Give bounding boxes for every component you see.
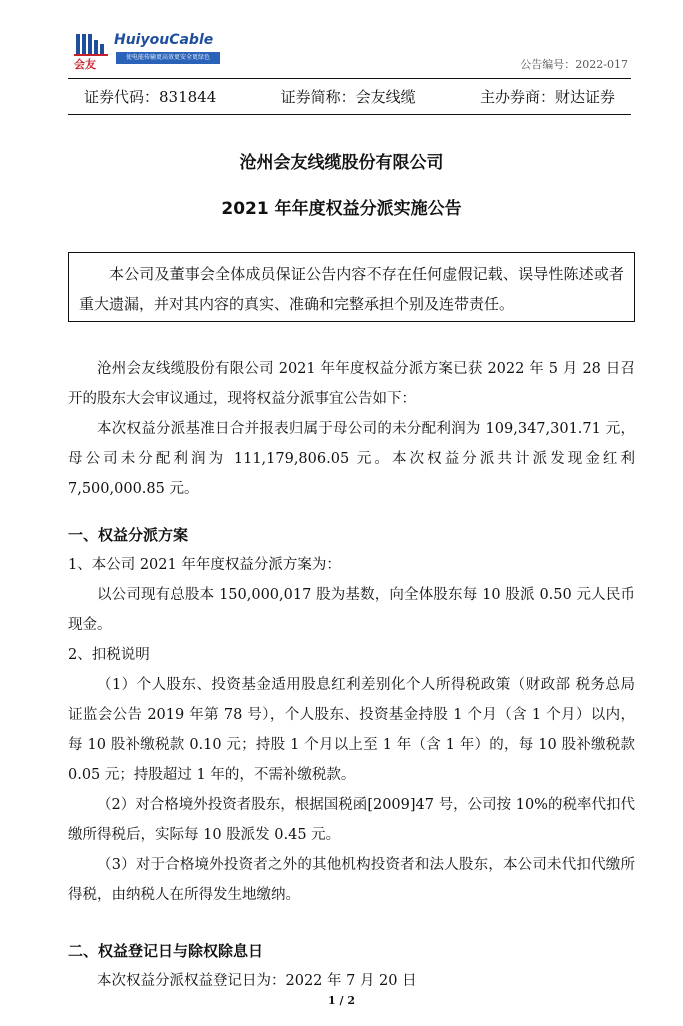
stock-code: 证券代码：831844 [84,88,217,106]
intro-section [68,354,635,504]
stock-name: 证券简称：会友线缆 [280,88,416,106]
section-2 [68,936,635,996]
tax-note-3: （3）对于合格境外投资者之外的其他机构投资者和法人股东，本公司未代扣代缴所得税，由纳税人在所得发生地缴纳。 [68,857,635,903]
intro-paragraph-2: 本次权益分派基准日合并报表归属于母公司的未分配利润为 109,347,301.71 元，母公司未分配利润为 111,179,806.05 元。本次权益分派共计派发现金红利 7,500,000.85 元。 [68,421,635,497]
section-1-item-2-title: 2、扣税说明 [68,647,150,663]
section-2-heading: 二、权益登记日与除权除息日 [68,942,264,960]
section-1 [68,520,635,910]
tax-note-1: （1）个人股东、投资基金适用股息红利差别化个人所得税政策（财政部 税务总局 证监会公告 2019 年第 78 号），个人股东、投资基金持股 1 个月（含 1 个月）以内，每 10 股补缴税款 0.10 元；持股 1 个月以上至 1 年（含 1 年）的，每 10 股补缴税款 0.05 元；持股超过 1 年的，不需补缴税款。 [68,677,635,783]
logo-slogan: 使电能传输更高效更安全更绿色 [116,52,220,64]
page-number: 1 / 2 [328,994,355,1007]
header-top-rule [68,78,631,79]
logo-brand-sub: Cable [169,32,214,48]
announcement-number: 公告编号：2022-017 [520,58,628,71]
document-title: 2021 年年度权益分派实施公告 [221,199,462,219]
intro-paragraph-1: 沧州会友线缆股份有限公司 2021 年年度权益分派方案已获 2022 年 5 月 28 日召开的股东大会审议通过，现将权益分派事宜公告如下： [68,361,635,407]
logo-brand-main: Huiyou [114,32,170,48]
company-title: 沧州会友线缆股份有限公司 [239,153,444,173]
section-2-text: 本次权益分派权益登记日为：2022 年 7 月 20 日 [97,973,417,989]
header-bottom-rule [68,114,631,115]
logo-brand-text [114,32,213,48]
tax-note-2: （2）对合格境外投资者股东，根据国税函[2009]47 号，公司按 10%的税率代扣代缴所得税后，实际每 10 股派发 0.45 元。 [68,797,635,843]
broker: 主办券商：财达证券 [479,88,615,106]
section-1-item-1-text: 以公司现有总股本 150,000,017 股为基数，向全体股东每 10 股派 0.50 元人民币现金。 [68,587,635,633]
logo-cn-text: 会友 [74,58,96,71]
securities-info-bar [68,86,631,107]
section-1-heading: 一、权益分派方案 [68,526,189,544]
section-1-item-1-title: 1、本公司 2021 年年度权益分派方案为： [68,557,341,573]
responsibility-notice-box [68,252,635,322]
company-logo [72,30,222,70]
responsibility-notice: 本公司及董事会全体成员保证公告内容不存在任何虚假记载、误导性陈述或者重大遗漏，并对其内容的真实、准确和完整承担个别及连带责任。 [79,265,624,313]
